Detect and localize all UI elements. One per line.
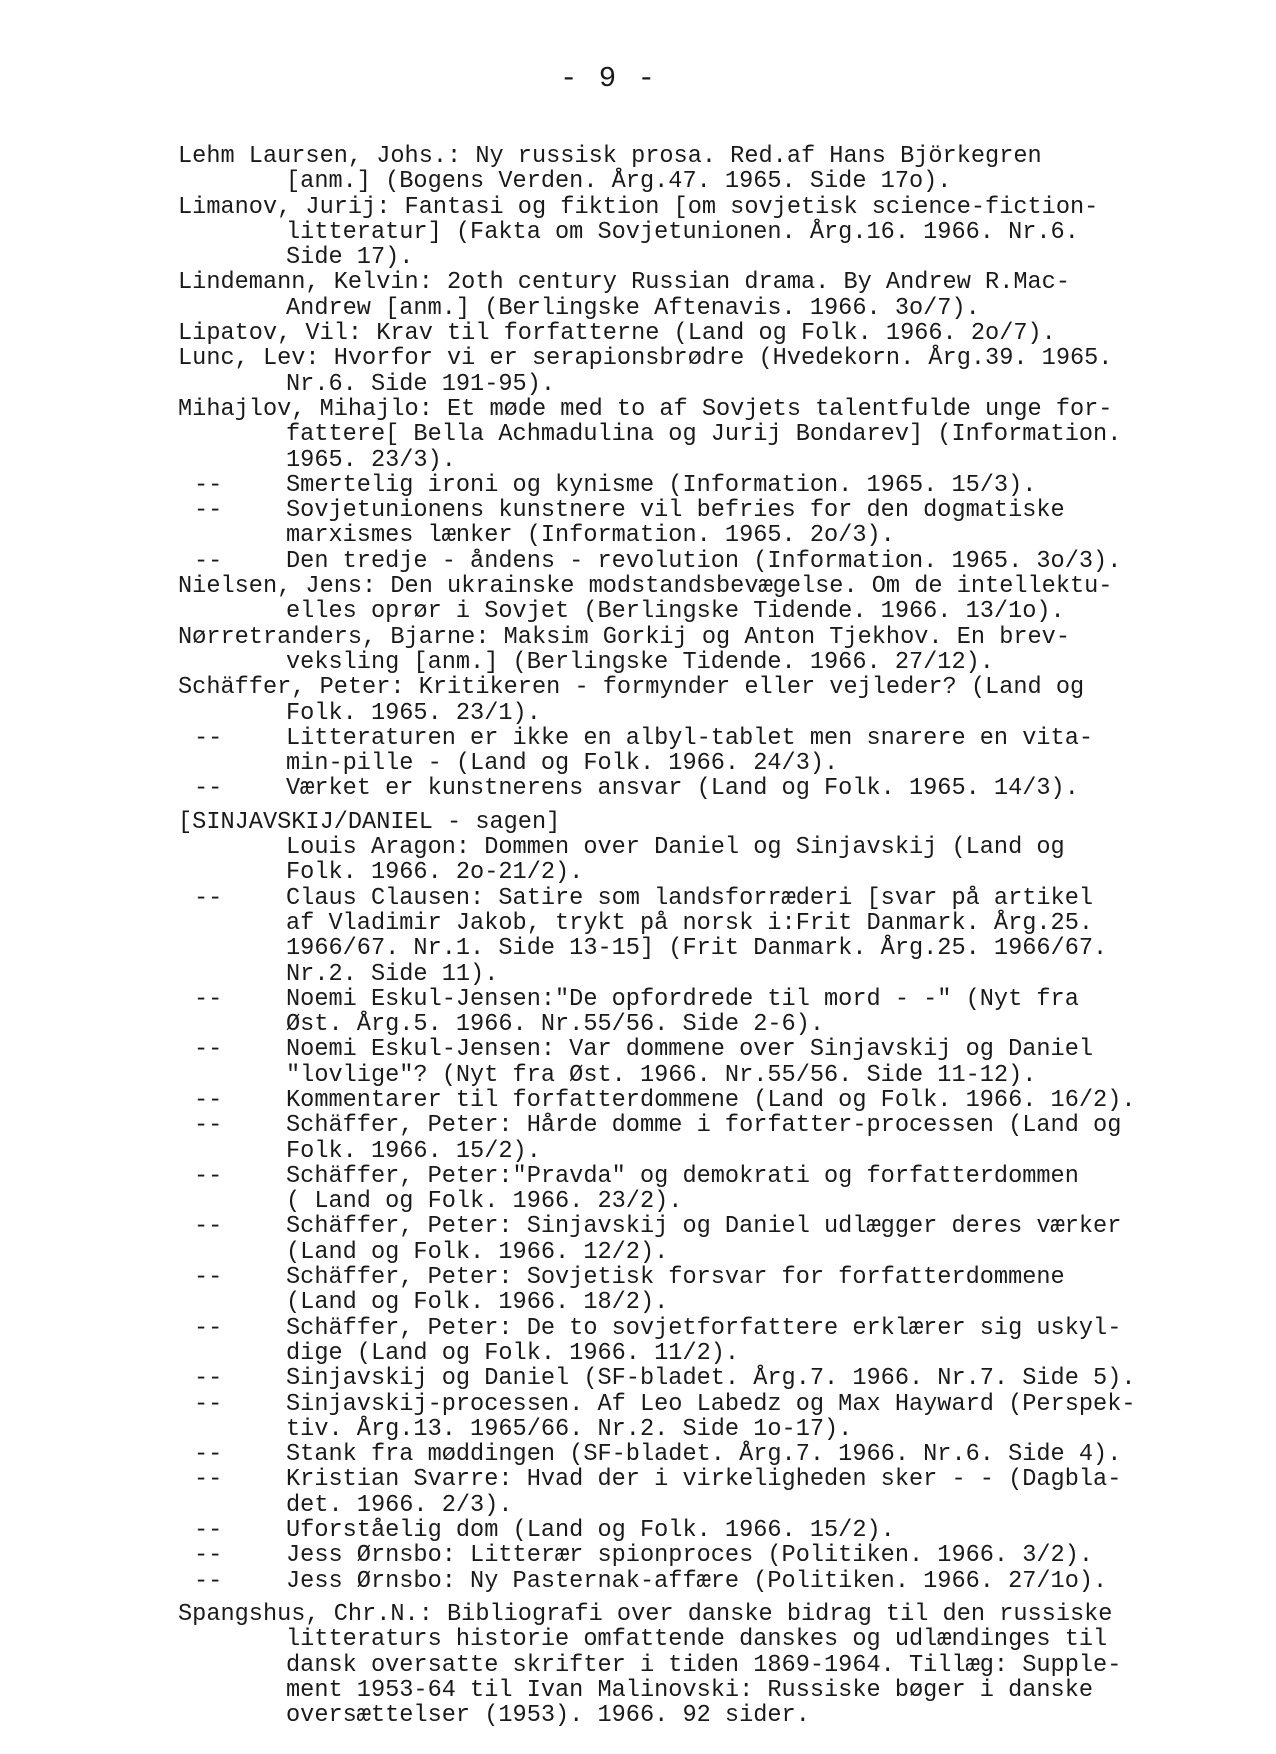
ditto-dash: --	[194, 775, 223, 803]
entry-line: 1965. 23/3).	[286, 446, 456, 474]
entry-line: Litteraturen er ikke en albyl-tablet men snarere en vita-	[286, 724, 1094, 752]
ditto-dash: --	[194, 1517, 223, 1545]
bibliography-subentry	[178, 987, 1218, 1038]
entry-line: oversættelser (1953). 1966. 92 sider.	[286, 1702, 810, 1730]
bibliography-entry	[178, 195, 1218, 271]
entry-line: Smertelig ironi og kynisme (Information. 1965. 15/3).	[286, 471, 1037, 499]
bibliography-subentry	[178, 1088, 1218, 1113]
ditto-dash: --	[194, 547, 223, 575]
bibliography-subentry	[178, 1467, 1218, 1518]
ditto-dash: --	[194, 497, 223, 525]
bibliography-subentry	[178, 776, 1218, 801]
bibliography-subentry	[178, 1569, 1218, 1594]
entry-line: Øst. Årg.5. 1966. Nr.55/56. Side 2-6).	[286, 1011, 825, 1039]
entry-line: Schäffer, Peter:"Pravda" og demokrati og forfatterdommen	[286, 1162, 1079, 1190]
bibliography-subentry	[178, 1366, 1218, 1391]
bibliography-entry	[178, 810, 1218, 835]
entry-line: Schäffer, Peter: Kritikeren - formynder eller vejleder? (Land og	[178, 674, 1085, 702]
ditto-dash: --	[194, 1162, 223, 1190]
entry-line: min-pille - (Land og Folk. 1966. 24/3).	[286, 750, 839, 778]
bibliography-entry	[178, 144, 1218, 195]
ditto-dash: --	[194, 1365, 223, 1393]
entry-line: Spangshus, Chr.N.: Bibliografi over danske bidrag til den russiske	[178, 1600, 1113, 1628]
entry-line: Sinjavskij og Daniel (SF-bladet. Årg.7. 1966. Nr.7. Side 5).	[286, 1365, 1136, 1393]
entry-line: Kristian Svarre: Hvad der i virkeligheden sker - - (Dagbla-	[286, 1466, 1122, 1494]
bibliography-subentry	[178, 1442, 1218, 1467]
entry-line: [SINJAVSKIJ/DANIEL - sagen]	[178, 808, 561, 836]
entry-line: Schäffer, Peter: Hårde domme i forfatter-processen (Land og	[286, 1112, 1122, 1140]
ditto-dash: --	[194, 1542, 223, 1570]
bibliography-entry	[178, 346, 1218, 397]
entry-line: Andrew [anm.] (Berlingske Aftenavis. 1966. 3o/7).	[286, 294, 980, 322]
entry-line: Nr.6. Side 191-95).	[286, 370, 556, 398]
bibliography-entry	[178, 1602, 1218, 1728]
entry-line: Nr.2. Side 11).	[286, 960, 499, 988]
entry-line: Schäffer, Peter: Sinjavskij og Daniel udlægger deres værker	[286, 1213, 1122, 1241]
bibliography-entry	[178, 397, 1218, 473]
bibliography-entry	[178, 625, 1218, 676]
entry-line: litteratur] (Fakta om Sovjetunionen. Årg.16. 1966. Nr.6.	[286, 218, 1079, 246]
entry-line: Kommentarer til forfatterdommene (Land og Folk. 1966. 16/2).	[286, 1086, 1136, 1114]
entry-line: Nielsen, Jens: Den ukrainske modstandsbevægelse. Om de intellektu-	[178, 573, 1113, 601]
entry-line: Noemi Eskul-Jensen:"De opfordrede til mord - -" (Nyt fra	[286, 985, 1079, 1013]
ditto-dash: --	[194, 1112, 223, 1140]
entry-line: Sovjetunionens kunstnere vil befries for den dogmatiske	[286, 497, 1065, 525]
ditto-dash: --	[194, 1213, 223, 1241]
entry-line: Jess Ørnsbo: Ny Pasternak-affære (Politiken. 1966. 27/1o).	[286, 1567, 1108, 1595]
entry-line: Lipatov, Vil: Krav til forfatterne (Land og Folk. 1966. 2o/7).	[178, 320, 1056, 348]
entry-line: elles oprør i Sovjet (Berlingske Tidende. 1966. 13/1o).	[286, 598, 1065, 626]
ditto-dash: --	[194, 884, 223, 912]
entry-line: ( Land og Folk. 1966. 23/2).	[286, 1188, 683, 1216]
bibliography-subentry	[178, 1214, 1218, 1265]
entry-line: Louis Aragon: Dommen over Daniel og Sinjavskij (Land og	[286, 834, 1065, 862]
bibliography-entry	[178, 270, 1218, 321]
ditto-dash: --	[194, 985, 223, 1013]
entry-line: det. 1966. 2/3).	[286, 1491, 513, 1519]
entry-line: Mihajlov, Mihajlo: Et møde med to af Sovjets talentfulde unge for-	[178, 395, 1113, 423]
bibliography-subentry	[178, 473, 1218, 498]
entry-line: Folk. 1966. 2o-21/2).	[286, 859, 584, 887]
entry-line: Værket er kunstnerens ansvar (Land og Folk. 1965. 14/3).	[286, 775, 1079, 803]
entry-line: (Land og Folk. 1966. 12/2).	[286, 1238, 669, 1266]
bibliography-subentry	[178, 1316, 1218, 1367]
bibliography-subentry	[178, 498, 1218, 549]
bibliography-subentry	[178, 1265, 1218, 1316]
entry-line: Side 17).	[286, 244, 414, 272]
entry-line: Lehm Laursen, Johs.: Ny russisk prosa. Red.af Hans Björkegren	[178, 143, 1042, 170]
bibliography-subentry	[178, 1113, 1218, 1164]
entry-line: Claus Clausen: Satire som landsforræderi [svar på artikel	[286, 884, 1094, 912]
bibliography-subentry	[178, 1164, 1218, 1215]
bibliography-subentry	[178, 726, 1218, 777]
entry-line: Folk. 1965. 23/1).	[286, 699, 541, 727]
entry-line: Limanov, Jurij: Fantasi og fiktion [om sovjetisk science-fiction-	[178, 193, 1099, 221]
ditto-dash: --	[194, 1466, 223, 1494]
bibliography-entry	[178, 574, 1218, 625]
ditto-dash: --	[194, 1441, 223, 1469]
entry-line: Sinjavskij-processen. Af Leo Labedz og Max Hayward (Perspek-	[286, 1390, 1136, 1418]
entry-line: Noemi Eskul-Jensen: Var dommene over Sinjavskij og Daniel	[286, 1036, 1094, 1064]
bibliography-subentry	[178, 549, 1218, 574]
ditto-dash: --	[194, 1314, 223, 1342]
bibliography-entry	[178, 321, 1218, 346]
entry-line: Den tredje - åndens - revolution (Information. 1965. 3o/3).	[286, 547, 1122, 575]
bibliography-subentry	[178, 1037, 1218, 1088]
ditto-dash: --	[194, 1390, 223, 1418]
ditto-dash: --	[194, 1036, 223, 1064]
entry-line: fattere[ Bella Achmadulina og Jurij Bondarev] (Information.	[286, 421, 1122, 449]
entry-line: Uforståelig dom (Land og Folk. 1966. 15/2).	[286, 1517, 895, 1545]
ditto-dash: --	[194, 1567, 223, 1595]
entry-line: Nørretranders, Bjarne: Maksim Gorkij og Anton Tjekhov. En brev-	[178, 623, 1070, 651]
entry-line: tiv. Årg.13. 1965/66. Nr.2. Side 1o-17).	[286, 1415, 853, 1443]
entry-line: ment 1953-64 til Ivan Malinovski: Russiske bøger i danske	[286, 1676, 1094, 1704]
entry-line: litteraturs historie omfattende danskes og udlændinges til	[286, 1626, 1108, 1654]
bibliography-subentry	[178, 835, 1218, 886]
ditto-dash: --	[194, 1264, 223, 1292]
ditto-dash: --	[194, 1086, 223, 1114]
entry-line: Jess Ørnsbo: Litterær spionproces (Politiken. 1966. 3/2).	[286, 1542, 1094, 1570]
bibliography-subentry	[178, 886, 1218, 987]
entry-line: dansk oversatte skrifter i tiden 1869-1964. Tillæg: Supple-	[286, 1651, 1122, 1679]
entry-line: Stank fra møddingen (SF-bladet. Årg.7. 1966. Nr.6. Side 4).	[286, 1441, 1122, 1469]
page-number: - 9 -	[560, 62, 658, 95]
entry-line: Schäffer, Peter: Sovjetisk forsvar for forfatterdommene	[286, 1264, 1065, 1292]
entry-line: "lovlige"? (Nyt fra Øst. 1966. Nr.55/56. Side 11-12).	[286, 1061, 1037, 1089]
bibliography-subentry	[178, 1518, 1218, 1543]
bibliography-subentry	[178, 1543, 1218, 1568]
entry-line: Folk. 1966. 15/2).	[286, 1137, 541, 1165]
bibliography-list	[178, 144, 1218, 1728]
bibliography-subentry	[178, 1392, 1218, 1443]
entry-line: [anm.] (Bogens Verden. Årg.47. 1965. Side 17o).	[286, 168, 952, 196]
entry-line: (Land og Folk. 1966. 18/2).	[286, 1289, 669, 1317]
ditto-dash: --	[194, 471, 223, 499]
bibliography-entry	[178, 675, 1218, 726]
entry-line: Schäffer, Peter: De to sovjetforfattere erklærer sig uskyl-	[286, 1314, 1122, 1342]
entry-line: Lunc, Lev: Hvorfor vi er serapionsbrødre (Hvedekorn. Årg.39. 1965.	[178, 345, 1113, 373]
ditto-dash: --	[194, 724, 223, 752]
entry-line: 1966/67. Nr.1. Side 13-15] (Frit Danmark. Årg.25. 1966/67.	[286, 935, 1108, 963]
entry-line: af Vladimir Jakob, trykt på norsk i:Frit Danmark. Årg.25.	[286, 909, 1094, 937]
entry-line: marxismes lænker (Information. 1965. 2o/3).	[286, 522, 895, 550]
entry-line: veksling [anm.] (Berlingske Tidende. 1966. 27/12).	[286, 648, 994, 676]
entry-line: dige (Land og Folk. 1966. 11/2).	[286, 1339, 740, 1367]
entry-line: Lindemann, Kelvin: 2oth century Russian drama. By Andrew R.Mac-	[178, 269, 1070, 297]
